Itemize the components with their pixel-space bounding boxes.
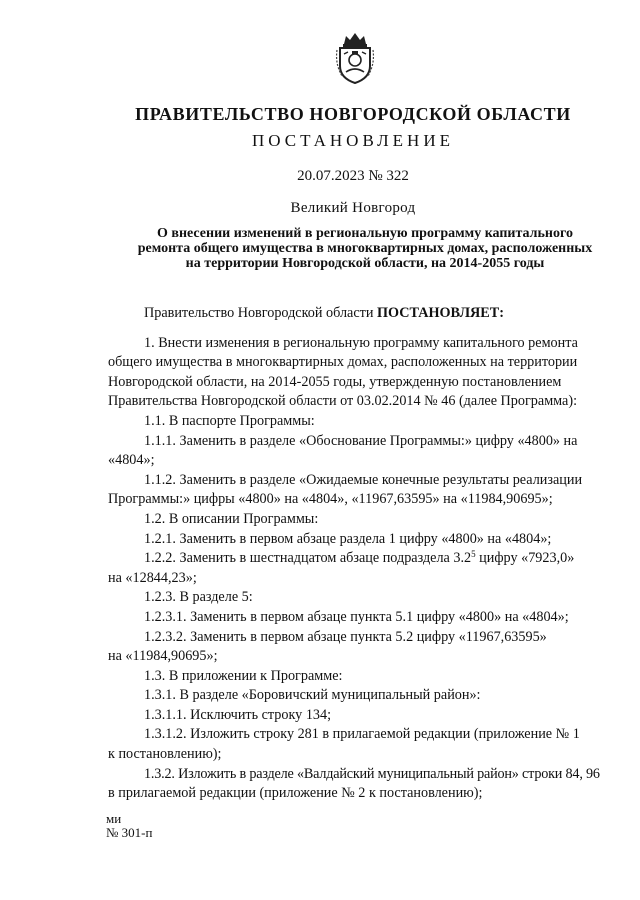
document-footer xyxy=(106,812,152,840)
paragraph-line: 1.2.3.1. Заменить в первом абзаце пункта 5.1 цифру «4800» на «4804»; xyxy=(144,608,569,625)
footer-initials: ми xyxy=(106,811,122,826)
paragraph-line: Правительства Новгородской области от 03.02.2014 № 46 (далее Программа): xyxy=(108,393,578,410)
paragraph-text: цифру «7923,0» xyxy=(475,550,575,567)
paragraph-line: к постановлению); xyxy=(108,746,222,763)
paragraph-line: Программы:» цифры «4800» на «4804», «11967,63595» на «11984,90695»; xyxy=(108,491,553,508)
paragraph-line: 1.3.1. В разделе «Боровичский муниципальный район»: xyxy=(144,687,481,704)
subject-line: О внесении изменений в региональную программу капитального xyxy=(157,226,573,241)
paragraph-line: 1. Внести изменения в региональную программу капитального ремонта xyxy=(144,334,578,351)
superscript: 5 xyxy=(471,549,476,560)
paragraph-line: 1.2.3.2. Заменить в первом абзаце пункта 5.2 цифру «11967,63595» xyxy=(144,628,547,645)
paragraph-line: 1.1.1. Заменить в разделе «Обоснование Программы:» цифру «4800» на xyxy=(144,432,578,449)
subject-line: ремонта общего имущества в многоквартирных домах, расположенных xyxy=(137,241,593,256)
paragraph-line: 1.3.1.1. Исключить строку 134; xyxy=(144,706,332,723)
paragraph-line: 1.3. В приложении к Программе: xyxy=(144,667,343,684)
paragraph-text: 1.2.2. Заменить в шестнадцатом абзаце подраздела 3.2 xyxy=(144,550,472,567)
coat-of-arms-icon xyxy=(334,30,376,86)
paragraph-line: 1.2.3. В разделе 5: xyxy=(144,589,253,606)
document-city: Великий Новгород xyxy=(290,200,416,216)
paragraph-line: общего имущества в многоквартирных домах, расположенных на территории xyxy=(108,354,578,371)
document-type: ПОСТАНОВЛЕНИЕ xyxy=(251,131,454,150)
paragraph-line: в прилагаемой редакции (приложение № 2 к постановлению); xyxy=(108,785,483,802)
paragraph-line: 1.2. В описании Программы: xyxy=(144,510,319,527)
paragraph-line xyxy=(108,549,606,569)
paragraph-line: 1.3.2. Изложить в разделе «Валдайский муниципальный район» строки 84, 96 xyxy=(144,765,600,782)
paragraph-line: Новгородской области, на 2014-2055 годы, утвержденную постановлением xyxy=(108,373,562,390)
paragraph-line: 1.1. В паспорте Программы: xyxy=(144,412,315,429)
paragraph-line: на «11984,90695»; xyxy=(108,648,218,665)
preamble xyxy=(108,304,606,324)
subject-line: на территории Новгородской области, на 2014-2055 годы xyxy=(185,256,545,271)
document-date-number: 20.07.2023 № 322 xyxy=(297,168,409,184)
paragraph-line: на «12844,23»; xyxy=(108,569,197,586)
paragraph-line: 1.1.2. Заменить в разделе «Ожидаемые конечные результаты реализации xyxy=(144,471,583,488)
paragraph-line: «4804»; xyxy=(108,452,155,469)
preamble-verb: ПОСТАНОВЛЯЕТ: xyxy=(376,305,504,321)
paragraph-line: 1.3.1.2. Изложить строку 281 в прилагаемой редакции (приложение № 1 xyxy=(144,726,580,743)
document-subject xyxy=(126,226,604,271)
footer-number: № 301-п xyxy=(106,825,153,840)
paragraph-line: 1.2.1. Заменить в первом абзаце раздела 1 цифру «4800» на «4804»; xyxy=(144,530,552,547)
document-body xyxy=(108,304,606,804)
organization-title: ПРАВИТЕЛЬСТВО НОВГОРОДСКОЙ ОБЛАСТИ xyxy=(135,104,571,124)
preamble-text: Правительство Новгородской области xyxy=(144,305,377,321)
